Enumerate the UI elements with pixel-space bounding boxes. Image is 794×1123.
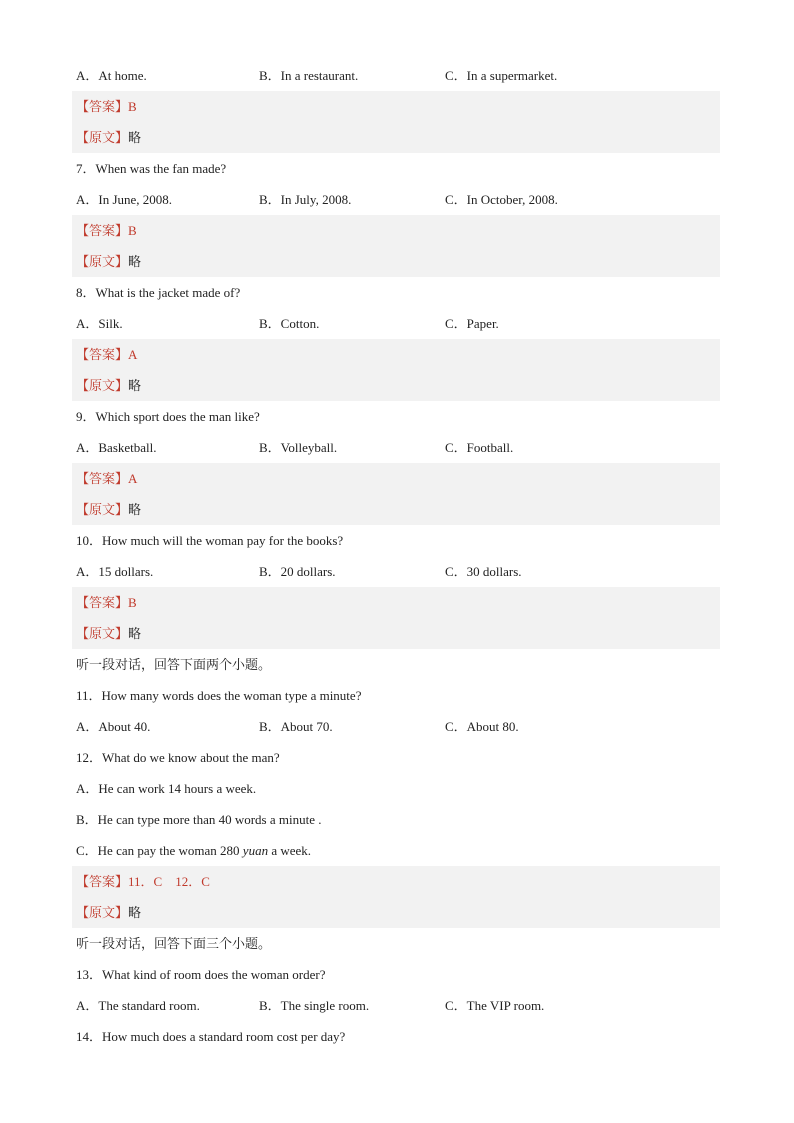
q13-option-a: A．The standard room.	[76, 998, 200, 1013]
q11-option-a: A．About 40.	[76, 719, 151, 734]
q12-option-c-tail: a week.	[268, 843, 312, 858]
q6-option-b: B．In a restaurant.	[259, 68, 359, 83]
q9-source: 略	[128, 502, 142, 517]
q8-option-c: C．Paper.	[445, 316, 499, 331]
q7-source-row	[72, 246, 720, 277]
q9-options	[76, 432, 720, 463]
q10-stem: 10．How much will the woman pay for the books?	[76, 533, 344, 548]
q11-12-source: 略	[128, 905, 142, 920]
q9-answer-row	[72, 463, 720, 494]
q6-answer-row	[72, 91, 720, 122]
source-label: 【原文】	[76, 905, 129, 920]
q8-options	[76, 308, 720, 339]
q12-option-c	[76, 835, 720, 866]
q10-source-row	[72, 618, 720, 649]
source-label: 【原文】	[76, 254, 129, 269]
q8-stem: 8．What is the jacket made of?	[76, 285, 241, 300]
q8-answer-row	[72, 339, 720, 370]
q7-answer: B	[128, 223, 137, 238]
q10-options	[76, 556, 720, 587]
answer-label: 【答案】	[76, 874, 129, 889]
source-label: 【原文】	[76, 626, 129, 641]
section-instruction-two: 听一段对话，回答下面两个小题。	[76, 657, 272, 672]
source-label: 【原文】	[76, 502, 129, 517]
q6-source: 略	[128, 130, 142, 145]
q12-stem: 12．What do we know about the man?	[76, 750, 280, 765]
q12-option-c-text: C．He can pay the woman 280	[76, 843, 243, 858]
q6-answer: B	[128, 99, 137, 114]
source-label: 【原文】	[76, 130, 129, 145]
answer-label: 【答案】	[76, 595, 129, 610]
q13-options	[76, 990, 720, 1021]
q7-stem: 7．When was the fan made?	[76, 161, 227, 176]
q7-option-b: B．In July, 2008.	[259, 192, 352, 207]
q12-option-a: A．He can work 14 hours a week.	[76, 781, 257, 796]
q6-options	[76, 60, 720, 91]
q12-option-b: B．He can type more than 40 words a minute .	[76, 812, 322, 827]
q7-options	[76, 184, 720, 215]
q11-options	[76, 711, 720, 742]
q6-source-row	[72, 122, 720, 153]
q9-option-b: B．Volleyball.	[259, 440, 338, 455]
q7-answer-row	[72, 215, 720, 246]
answer-label: 【答案】	[76, 471, 129, 486]
q12-option-c-italic: yuan	[242, 843, 269, 858]
q8-answer: A	[128, 347, 138, 362]
q11-option-b: B．About 70.	[259, 719, 333, 734]
q9-option-c: C．Football.	[445, 440, 514, 455]
q11-stem: 11．How many words does the woman type a minute?	[76, 688, 362, 703]
q10-option-b: B．20 dollars.	[259, 564, 336, 579]
q6-option-c: C．In a supermarket.	[445, 68, 558, 83]
q10-option-a: A．15 dollars.	[76, 564, 154, 579]
section-instruction-three: 听一段对话，回答下面三个小题。	[76, 936, 272, 951]
q10-answer-row	[72, 587, 720, 618]
document-page	[76, 60, 720, 1052]
q9-option-a: A．Basketball.	[76, 440, 157, 455]
q7-option-c: C．In October, 2008.	[445, 192, 558, 207]
source-label: 【原文】	[76, 378, 129, 393]
q8-option-a: A．Silk.	[76, 316, 123, 331]
q9-answer: A	[128, 471, 138, 486]
q10-option-c: C．30 dollars.	[445, 564, 522, 579]
q8-source: 略	[128, 378, 142, 393]
q9-source-row	[72, 494, 720, 525]
q9-stem: 9．Which sport does the man like?	[76, 409, 260, 424]
q11-12-answer: 11．C 12．C	[128, 874, 210, 889]
q11-12-source-row	[72, 897, 720, 928]
q6-option-a: A．At home.	[76, 68, 147, 83]
q8-source-row	[72, 370, 720, 401]
q10-source: 略	[128, 626, 142, 641]
q14-stem: 14．How much does a standard room cost per day?	[76, 1029, 346, 1044]
q13-option-b: B．The single room.	[259, 998, 370, 1013]
answer-label: 【答案】	[76, 347, 129, 362]
q13-stem: 13．What kind of room does the woman order?	[76, 967, 326, 982]
q7-option-a: A．In June, 2008.	[76, 192, 173, 207]
q10-answer: B	[128, 595, 137, 610]
q7-source: 略	[128, 254, 142, 269]
q13-option-c: C．The VIP room.	[445, 998, 545, 1013]
q11-12-answer-row	[72, 866, 720, 897]
q11-option-c: C．About 80.	[445, 719, 519, 734]
answer-label: 【答案】	[76, 223, 129, 238]
q8-option-b: B．Cotton.	[259, 316, 320, 331]
answer-label: 【答案】	[76, 99, 129, 114]
